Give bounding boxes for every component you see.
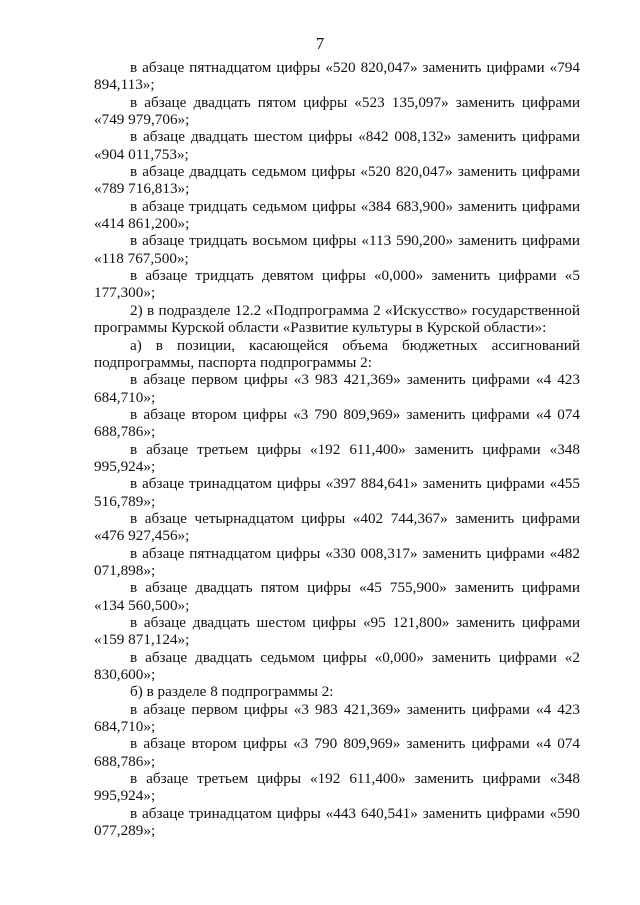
paragraph: в абзаце двадцать шестом цифры «842 008,132» заменить цифрами «904 011,753»; xyxy=(94,128,580,163)
subsection-heading-paragraph: а) в позиции, касающейся объема бюджетных ассигнований подпрограммы, паспорта подпрограммы 2: xyxy=(94,336,580,371)
paragraph: в абзаце тринадцатом цифры «443 640,541» заменить цифрами «590 077,289»; xyxy=(94,804,580,840)
page-number: 7 xyxy=(315,34,325,53)
paragraph: в абзаце двадцать шестом цифры «95 121,800» заменить цифрами «159 871,124»; xyxy=(94,614,580,649)
paragraph: в абзаце тридцать седьмом цифры «384 683,900» заменить цифрами «414 861,200»; xyxy=(94,197,580,233)
paragraph: в абзаце третьем цифры «192 611,400» заменить цифрами «348 995,924»; xyxy=(94,440,580,475)
paragraph: в абзаце первом цифры «3 983 421,369» заменить цифрами «4 423 684,710»; xyxy=(94,700,580,736)
paragraph: в абзаце двадцать седьмом цифры «520 820,047» заменить цифрами «789 716,813»; xyxy=(94,163,580,198)
paragraph: в абзаце втором цифры «3 790 809,969» заменить цифрами «4 074 688,786»; xyxy=(94,405,580,441)
paragraph: в абзаце тринадцатом цифры «397 884,641» заменить цифрами «455 516,789»; xyxy=(94,475,580,510)
paragraph: в абзаце четырнадцатом цифры «402 744,367» заменить цифрами «476 927,456»; xyxy=(94,509,580,545)
paragraph: в абзаце двадцать пятом цифры «45 755,900» заменить цифрами «134 560,500»; xyxy=(94,579,580,614)
paragraph: в абзаце третьем цифры «192 611,400» заменить цифрами «348 995,924»; xyxy=(94,770,580,805)
subsection-heading-paragraph: б) в разделе 8 подпрограммы 2: xyxy=(130,683,334,701)
paragraph: в абзаце тридцать девятом цифры «0,000» заменить цифрами «5 177,300»; xyxy=(94,267,580,302)
paragraph: в абзаце двадцать пятом цифры «523 135,097» заменить цифрами «749 979,706»; xyxy=(94,93,580,129)
paragraph: в абзаце тридцать восьмом цифры «113 590,200» заменить цифрами «118 767,500»; xyxy=(94,232,580,267)
document-body xyxy=(94,59,580,839)
paragraph: в абзаце двадцать седьмом цифры «0,000» заменить цифрами «2 830,600»; xyxy=(94,648,580,684)
section-heading-paragraph: 2) в подразделе 12.2 «Подпрограмма 2 «Искусство» государственной программы Курской области «Развитие культуры в Курской области»: xyxy=(94,301,580,337)
paragraph: в абзаце пятнадцатом цифры «330 008,317» заменить цифрами «482 071,898»; xyxy=(94,544,580,579)
paragraph: в абзаце первом цифры «3 983 421,369» заменить цифрами «4 423 684,710»; xyxy=(94,371,580,406)
paragraph: в абзаце пятнадцатом цифры «520 820,047» заменить цифрами «794 894,113»; xyxy=(94,59,580,94)
paragraph: в абзаце втором цифры «3 790 809,969» заменить цифрами «4 074 688,786»; xyxy=(94,735,580,770)
